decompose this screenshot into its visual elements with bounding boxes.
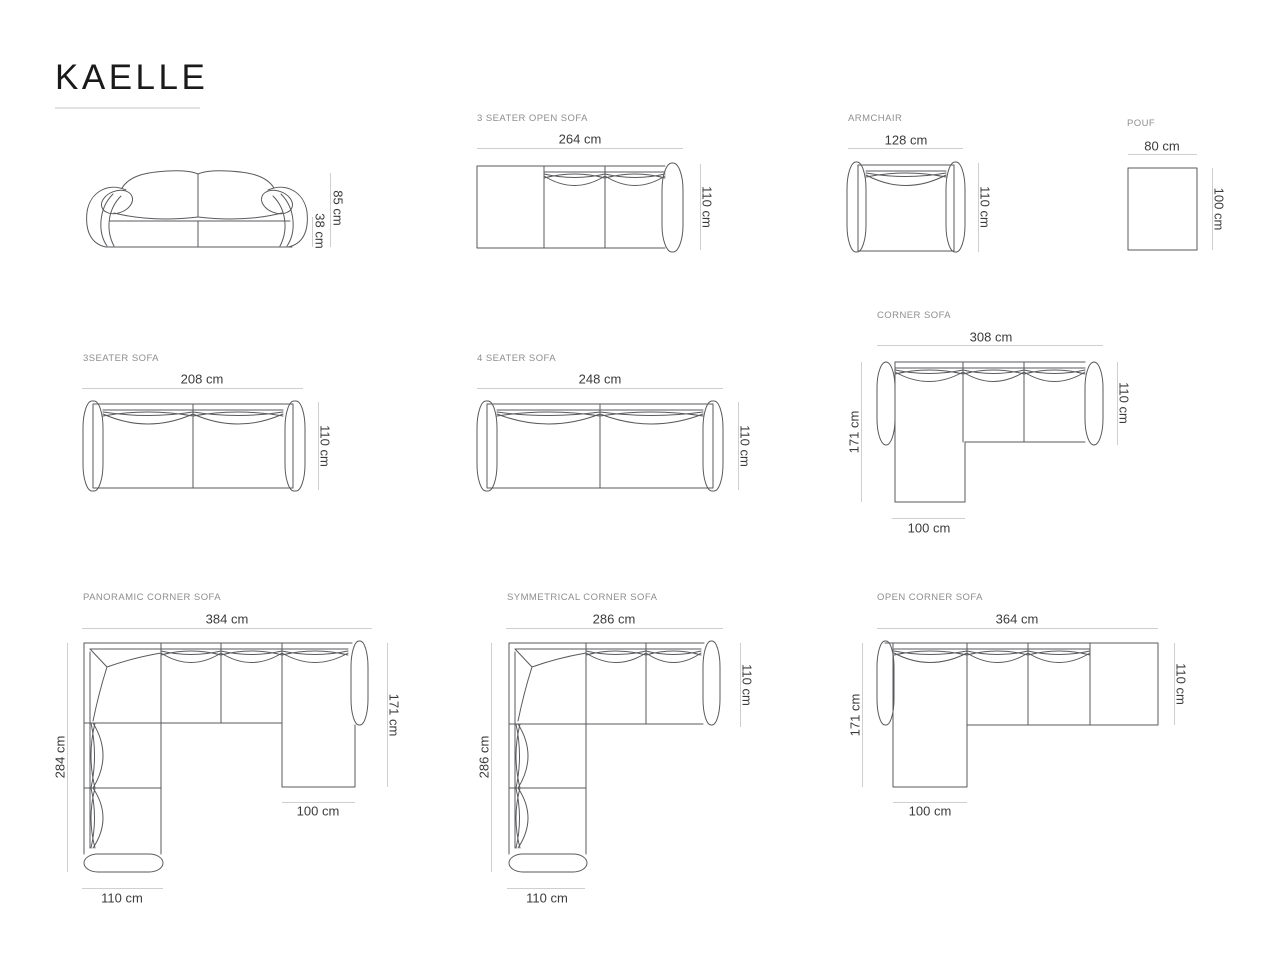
dimension-depth: 110 cm bbox=[317, 425, 333, 467]
dimension-left-depth: 171 cm bbox=[846, 410, 862, 454]
dimension-seat-height: 38 cm bbox=[312, 213, 328, 249]
dimension-line bbox=[1128, 154, 1197, 155]
dimension-depth: 110 cm bbox=[1116, 382, 1132, 424]
dimension-depth: 100 cm bbox=[1211, 187, 1227, 231]
dimension-line bbox=[877, 628, 1158, 629]
dimension-depth: 110 cm bbox=[699, 186, 715, 228]
dimension-left-depth: 284 cm bbox=[52, 735, 68, 779]
dimension-chaise-width: 100 cm bbox=[908, 803, 952, 819]
dimension-left-depth: 171 cm bbox=[847, 693, 863, 737]
diagram-label: POUF bbox=[1127, 118, 1156, 129]
top-view-drawing bbox=[875, 640, 1167, 790]
top-view-drawing bbox=[845, 158, 967, 255]
dimension-line bbox=[848, 148, 963, 149]
dimension-line bbox=[892, 518, 965, 519]
top-view-drawing bbox=[80, 640, 375, 875]
dimension-line bbox=[877, 345, 1103, 346]
dimension-line bbox=[477, 148, 683, 149]
top-view-drawing bbox=[505, 640, 725, 875]
dimension-overall-height: 85 cm bbox=[330, 190, 346, 226]
diagram-label: OPEN CORNER SOFA bbox=[877, 592, 983, 603]
dimension-arm-width: 110 cm bbox=[526, 890, 568, 906]
diagram-label: 4 SEATER SOFA bbox=[477, 353, 557, 364]
brand-title: KAELLE bbox=[55, 58, 209, 97]
dimension-line bbox=[82, 888, 163, 889]
dimension-depth: 110 cm bbox=[1173, 663, 1189, 705]
dimension-width: 208 cm bbox=[180, 371, 224, 387]
dimension-line bbox=[507, 888, 585, 889]
diagram-label: 3 SEATER OPEN SOFA bbox=[477, 113, 588, 124]
dimension-arm-width: 110 cm bbox=[101, 890, 143, 906]
diagram-label: PANORAMIC CORNER SOFA bbox=[83, 592, 222, 603]
dimension-width: 128 cm bbox=[884, 132, 928, 148]
dimension-chaise-width: 100 cm bbox=[907, 520, 951, 536]
dimension-line bbox=[506, 628, 723, 629]
diagram-label: ARMCHAIR bbox=[848, 113, 903, 124]
top-view-drawing bbox=[80, 398, 308, 494]
dimension-line bbox=[477, 388, 723, 389]
top-view-drawing bbox=[875, 358, 1107, 506]
dimension-depth: 110 cm bbox=[737, 425, 753, 467]
dimension-line bbox=[82, 628, 372, 629]
dimension-line bbox=[82, 388, 303, 389]
diagram-label: SYMMETRICAL CORNER SOFA bbox=[507, 592, 658, 603]
dimension-width: 364 cm bbox=[995, 611, 1039, 627]
dimension-left-depth: 286 cm bbox=[476, 735, 492, 779]
top-view-drawing bbox=[475, 160, 710, 255]
dimension-width: 80 cm bbox=[1144, 138, 1180, 154]
title-rule bbox=[55, 107, 200, 109]
dimension-width: 286 cm bbox=[592, 611, 636, 627]
dimension-width: 384 cm bbox=[205, 611, 249, 627]
dimension-width: 264 cm bbox=[558, 131, 602, 147]
dimension-chaise-width: 100 cm bbox=[296, 803, 340, 819]
diagram-label: CORNER SOFA bbox=[877, 310, 952, 321]
dimension-depth: 110 cm bbox=[977, 186, 993, 228]
dimension-right-depth: 171 cm bbox=[386, 693, 402, 737]
dimension-width: 248 cm bbox=[578, 371, 622, 387]
top-view-drawing bbox=[1125, 165, 1200, 253]
diagram-label: 3SEATER SOFA bbox=[83, 353, 159, 364]
front-view-drawing bbox=[80, 157, 330, 252]
dimension-depth: 110 cm bbox=[739, 664, 755, 706]
top-view-drawing bbox=[475, 398, 725, 494]
dimension-width: 308 cm bbox=[969, 329, 1013, 345]
